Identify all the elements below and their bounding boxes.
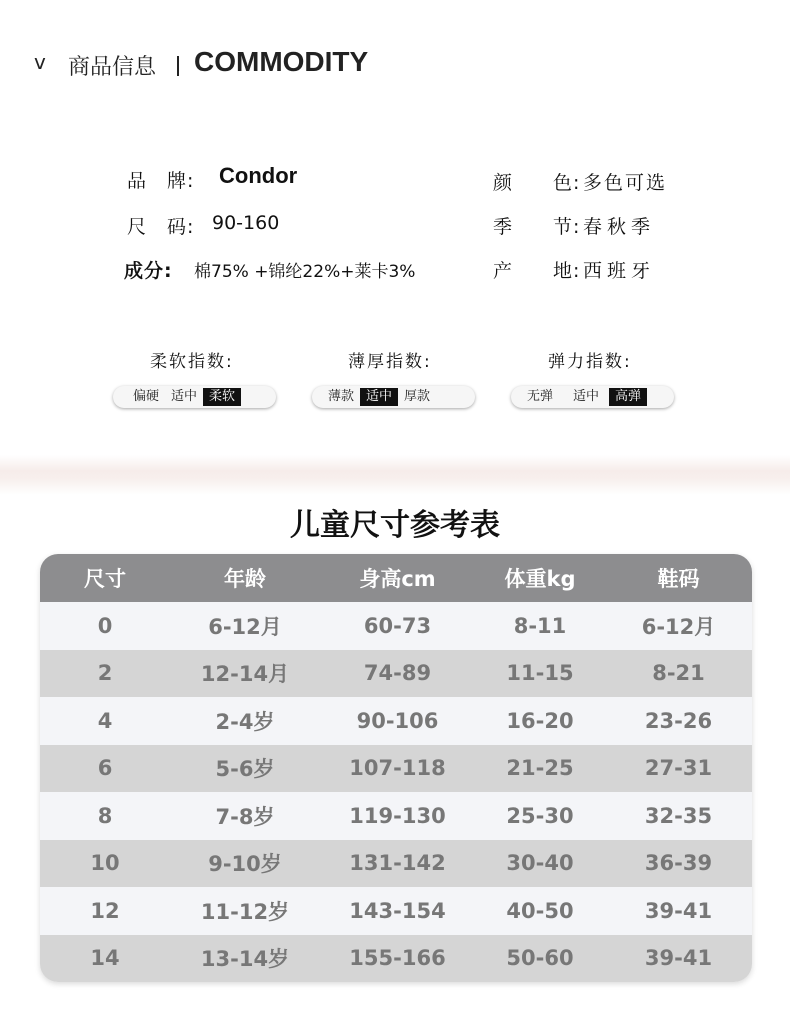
elasticity-option-high: 高弹: [609, 388, 647, 406]
material-label: 成分:: [124, 260, 173, 282]
cell-size: 0: [97, 613, 113, 638]
table-row: [40, 792, 752, 840]
cell-weight: 21-25: [506, 756, 574, 781]
material-value: 棉75% +锦纶22%+莱卡3%: [194, 262, 416, 282]
cell-size: 2: [97, 661, 113, 686]
chevron-down-icon[interactable]: v: [34, 50, 46, 74]
table-row: [40, 650, 752, 698]
cell-size: 10: [90, 851, 120, 876]
cell-shoe-size: 6-12月: [641, 614, 716, 639]
cell-age: 7-8岁: [215, 804, 275, 829]
thickness-title: 薄厚指数:: [348, 352, 432, 372]
season-value: 春秋季: [583, 216, 656, 238]
cell-height: 107-118: [349, 756, 446, 781]
cell-size: 6: [97, 756, 113, 781]
section-separator: [0, 455, 790, 495]
softness-option-hard: 偏硬: [133, 389, 160, 404]
thickness-option-thin: 薄款: [328, 389, 355, 404]
cell-shoe-size: 39-41: [644, 898, 713, 923]
table-row: [40, 745, 752, 793]
brand-label: 品 牌:: [127, 170, 195, 192]
color-label: 颜 色:: [493, 172, 581, 194]
cell-size: 4: [97, 708, 113, 733]
season-label: 季 节:: [493, 216, 581, 238]
table-row: [40, 935, 752, 983]
header-weight: 体重kg: [504, 567, 576, 591]
elasticity-scale: [511, 386, 674, 408]
origin-label: 产 地:: [493, 260, 581, 282]
softness-scale: [113, 386, 276, 408]
cell-weight: 40-50: [506, 898, 574, 923]
cell-height: 131-142: [349, 851, 446, 876]
title-divider: [177, 56, 179, 76]
cell-age: 2-4岁: [215, 709, 275, 734]
softness-option-medium: 适中: [171, 389, 198, 404]
cell-weight: 50-60: [506, 946, 574, 971]
size-table: [40, 554, 752, 982]
cell-height: 90-106: [356, 708, 439, 733]
table-row: [40, 697, 752, 745]
size-value: 90-160: [212, 212, 280, 234]
brand-value: Condor: [219, 163, 298, 188]
header-height: 身高cm: [359, 567, 436, 591]
cell-height: 119-130: [349, 803, 446, 828]
color-value: 多色可选: [583, 172, 668, 194]
cell-age: 6-12月: [208, 614, 282, 639]
cell-age: 9-10岁: [208, 852, 282, 877]
cell-size: 12: [90, 898, 120, 923]
cell-height: 143-154: [349, 898, 446, 923]
cell-shoe-size: 27-31: [644, 756, 713, 781]
cell-height: 60-73: [363, 613, 432, 638]
elasticity-option-none: 无弹: [527, 389, 554, 404]
table-row: [40, 602, 752, 650]
cell-weight: 16-20: [506, 708, 574, 733]
cell-weight: 25-30: [506, 803, 574, 828]
elasticity-option-medium: 适中: [573, 389, 600, 404]
cell-weight: 11-15: [506, 661, 574, 686]
cell-height: 74-89: [363, 661, 432, 686]
table-row: [40, 840, 752, 888]
table-row: [40, 887, 752, 935]
thickness-option-medium: 适中: [360, 388, 398, 406]
cell-shoe-size: 39-41: [644, 946, 713, 971]
thickness-option-thick: 厚款: [404, 389, 431, 404]
size-label: 尺 码:: [127, 216, 195, 238]
softness-title: 柔软指数:: [150, 352, 234, 372]
cell-shoe-size: 8-21: [652, 661, 705, 686]
cell-age: 13-14岁: [200, 947, 290, 972]
origin-value: 西班牙: [583, 260, 656, 282]
header-shoe-size: 鞋码: [657, 567, 700, 591]
section-title-cn: 商品信息: [68, 55, 157, 80]
cell-age: 12-14月: [200, 662, 290, 687]
softness-option-soft: 柔软: [203, 388, 241, 406]
cell-shoe-size: 23-26: [644, 708, 713, 733]
cell-weight: 30-40: [506, 851, 574, 876]
header-age: 年龄: [224, 567, 266, 591]
cell-age: 11-12岁: [200, 899, 290, 924]
cell-shoe-size: 32-35: [644, 803, 713, 828]
thickness-scale: [312, 386, 475, 408]
size-table-header: [40, 554, 752, 602]
cell-shoe-size: 36-39: [644, 851, 713, 876]
cell-height: 155-166: [349, 946, 446, 971]
elasticity-title: 弹力指数:: [548, 352, 632, 372]
section-title-en: COMMODITY: [194, 46, 369, 77]
cell-weight: 8-11: [513, 613, 567, 638]
cell-age: 5-6岁: [215, 757, 275, 782]
size-table-title: 儿童尺寸参考表: [290, 508, 500, 543]
cell-size: 8: [97, 803, 113, 828]
header-size: 尺寸: [84, 567, 126, 591]
cell-size: 14: [90, 946, 120, 971]
